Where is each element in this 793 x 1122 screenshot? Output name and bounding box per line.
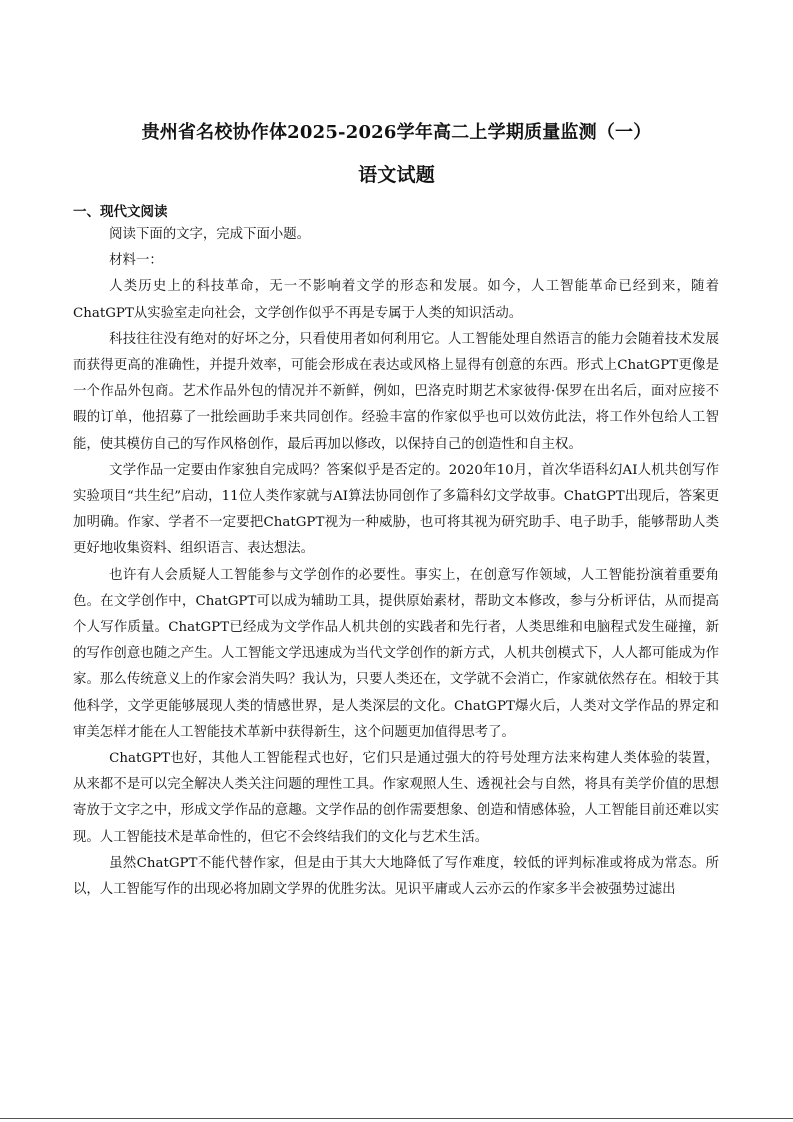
passage-paragraph: 文学作品一定要由作家独自完成吗？答案似乎是否定的。2020年10月，首次华语科幻AI人机共创写作实验项目“共生纪”启动，11位人类作家就与AI算法协同创作了多篇科幻文学故事。ChatGPT出现后，答案更加明确。作家、学者不一定要把ChatGPT视为一种威胁，也可将其视为研究助手、电子助手，能够帮助人类更好地收集资料、组织语言、表达想法。 [73, 462, 719, 557]
page-bottom-rule [0, 1118, 793, 1119]
passage-paragraph: 人类历史上的科技革命，无一不影响着文学的形态和发展。如今，人工智能革命已经到来，随着ChatGPT从实验室走向社会，文学创作似乎不再是专属于人类的知识活动。 [73, 279, 719, 321]
reading-passage [73, 222, 719, 903]
exam-title: 贵州省名校协作体2025-2026学年高二上学期质量监测（一） [141, 122, 652, 143]
passage-paragraph: ChatGPT也好，其他人工智能程式也好，它们只是通过强大的符号处理方法来构建人类体验的装置，从来都不是可以完全解决人类关注问题的理性工具。作家观照人生、透视社会与自然，将具有美学价值的思想寄放于文字之中，形成文学作品的意趣。文学作品的创作需要想象、创造和情感体验，人工智能目前还难以实现。人工智能技术是革命性的，但它不会终结我们的文化与艺术生活。 [73, 751, 719, 845]
instruction-paragraph: 阅读下面的文字，完成下面小题。 [109, 227, 311, 242]
passage-paragraph: 科技往往没有绝对的好坏之分，只看使用者如何利用它。人工智能处理自然语言的能力会随着技术发展而获得更高的准确性，并提升效率，可能会形成在表达或风格上显得有创意的东西。形式上ChatGPT更像是一个作品外包商。艺术作品外包的情况并不新鲜，例如，巴洛克时期艺术家彼得·保罗在出名后，面对应接不暇的订单，他招募了一批绘画助手来共同创作。经验丰富的作家似乎也可以效仿此法，将工作外包给人工智能，使其模仿自己的写作风格创作，最后再加以修改，以保持自己的创造性和自主权。 [73, 331, 719, 452]
section-heading: 一、现代文阅读 [73, 204, 168, 220]
exam-subtitle: 语文试题 [358, 164, 435, 186]
material-label: 材料一： [109, 253, 163, 269]
passage-paragraph: 也许有人会质疑人工智能参与文学创作的必要性。事实上，在创意写作领域，人工智能扮演着重要角色。在文学创作中，ChatGPT可以成为辅助工具，提供原始素材，帮助文本修改，参与分析评估，从而提高个人写作质量。ChatGPT已经成为文学作品人机共创的实践者和先行者，人类思维和电脑程式发生碰撞，新的写作创意也随之产生。人工智能文学迅速成为当代文学创作的新方式，人机共创模式下，人人都可能成为作家。那么传统意义上的作家会消失吗？我认为，只要人类还在，文学就不会消亡，作家就依然存在。相较于其他科学，文学更能够展现人类的情感世界，是人类深层的文化。ChatGPT爆火后，人类对文学作品的界定和审美怎样才能在人工智能技术革新中获得新生，这个问题更加值得思考了。 [73, 567, 719, 740]
passage-paragraph: 虽然ChatGPT不能代替作家，但是由于其大大地降低了写作难度，较低的评判标准或将成为常态。所以，人工智能写作的出现必将加剧文学界的优胜劣汰。见识平庸或人云亦云的作家多半会被强势过滤出 [73, 855, 719, 898]
